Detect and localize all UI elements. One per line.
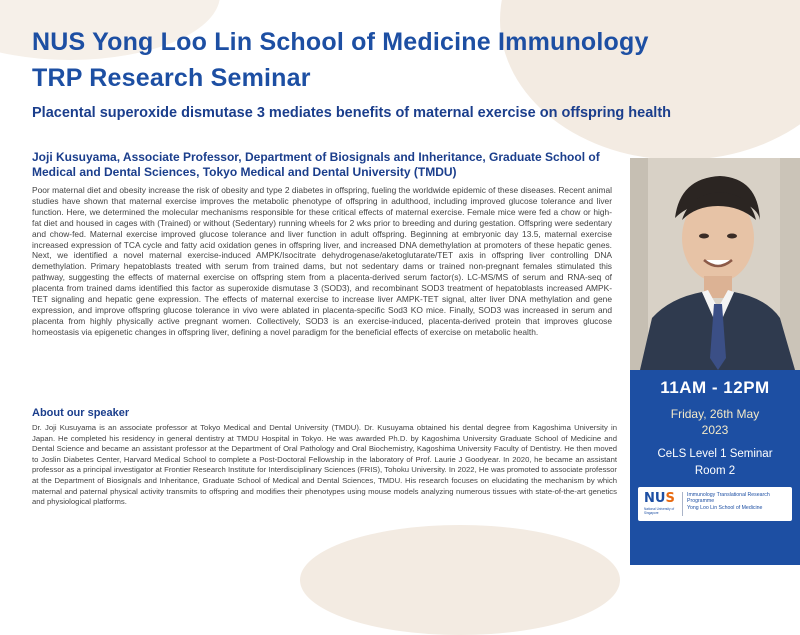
speaker-photo: [630, 158, 800, 370]
nus-subtitle: National University of Singapore: [644, 507, 675, 515]
event-date-line-2: 2023: [701, 423, 729, 437]
page-title-line-1: NUS Yong Loo Lin School of Medicine Immunology: [32, 28, 649, 56]
nus-wordmark-prefix: NU: [644, 491, 666, 506]
about-speaker-heading: About our speaker: [32, 407, 130, 419]
event-date-line-1: Friday, 26th May: [670, 407, 760, 421]
speaker-portrait-illustration: [630, 158, 800, 370]
event-time: 11AM - 12PM: [660, 378, 770, 397]
nus-logo: [638, 487, 792, 521]
speaker-bio: Dr. Joji Kusuyama is an associate professor at Tokyo Medical and Dental University (TMDU). Dr. Kusuyama obtained his dental degree from Kagoshima University in Japan. He completed his residency in general dentistry at TMDU Hospital in Tokyo. He was awarded Ph.D. by Kagoshima University Graduate School of Medicine and Dental Science and became an assistant professor at the Department of Oral Pathology and Oral Biochemistry, Kagoshima University Faculty of Dentistry. He then moved to Joslin Diabetes Center, Harvard Medical School to complete a Post-Doctoral Fellowship in the laboratory of Prof. Laurie J Goodyear. In 2020, he became an assistant professor as a principal investigator at Frontier Research Institute for Interdisciplinary Sciences (FRIS), Tohoku University. In 2022, He was promoted to associate professor at the Department of Biosignals and Inheritance, Graduate School of Medical and Dental Sciences, TMDU. His research focuses on elucidating the mechanism by which maternal and paternal physical activity transmits to offspring and modifies their phenotypes using mouse models analyzing numerous tissues with state-of-the-art genetics and physiological platforms.: [32, 423, 617, 507]
speaker-line: Joji Kusuyama, Associate Professor, Department of Biosignals and Inheritance, Graduate School of Medical and Dental Sciences, Tokyo Medical and Dental University (TMDU): [32, 150, 600, 179]
programme-name-line-2: Programme: [687, 498, 715, 505]
programme-name-line-1: Immunology Translational Research: [687, 492, 770, 498]
logo-divider: [682, 492, 683, 516]
abstract-text: Poor maternal diet and obesity increase the risk of obesity and type 2 diabetes in offspring, fueling the worldwide epidemic of these diseases. Recent animal studies have shown that maternal exercise improves the metabolic phenotype of offspring in adulthood, including improved glucose tolerance and liver function. Here, we determined the molecular mechanisms responsible for these critical effects of maternal exercise. Female mice were fed a chow or high-fat diet and housed in cages with (Trained) or without (Sedentary) running wheels for 2 wks prior to breeding and during gestation. Offspring were sedentary and chow-fed. Maternal exercise improved glucose tolerance and liver function in adult offspring. Beginning at embryonic day 13.5, maternal exercise increased expression of TCA cycle and fatty acid oxidation genes in offspring liver, and increased DNA demethylation at promoters of these hepatic genes. Next, we identified a novel maternal exercise-induced AMPK/Isocitrate dehydrogenase/aketoglutarate/TET axis in offspring liver controlling DNA demethylation. Primary hepatoblasts treated with serum from trained dams, but not sedentary dams or trained non-pregnant females stimulated this pathway, suggesting the effects of maternal exercise on offspring stem from a placenta-derived serum factor(s). LC-MS/MS of serum and RNA-seq of placenta from trained dams identified this factor as superoxide dismutase 3 (SOD3), and recombinant SOD3 treatment of hepatoblasts increased AMPK-TET signaling and hepatic gene expression. The effects of maternal exercise to increase liver AMPK-TET signal, alter liver DNA methylation and gene expression, and improve offspring glucose tolerance in vivo were ablated in placenta-specific Sod3 KO mice. Finally, SOD3 was increased in serum and placenta from highly physically active pregnant women. Collectively, SOD3 is an exercise-induced, placenta-derived protein that improves glucose homeostasis via epigenetic changes in offspring liver, defining a novel paradigm for the beneficial effects of exercise on metabolic health.: [32, 185, 612, 337]
page-title-line-2: TRP Research Seminar: [32, 64, 311, 92]
programme-name-line-3: Yong Loo Lin School of Medicine: [687, 504, 763, 511]
programme-name: [687, 492, 789, 511]
talk-title: Placental superoxide dismutase 3 mediates benefits of maternal exercise on offspring health: [32, 105, 672, 121]
event-venue-line-2: Room 2: [694, 465, 736, 477]
event-info-panel: [630, 370, 800, 565]
event-venue-line-1: CeLS Level 1 Seminar: [657, 448, 773, 460]
page-title: [32, 24, 792, 96]
nus-wordmark: [644, 491, 675, 506]
decorative-shape: [300, 525, 620, 635]
nus-wordmark-suffix: S: [665, 491, 675, 506]
